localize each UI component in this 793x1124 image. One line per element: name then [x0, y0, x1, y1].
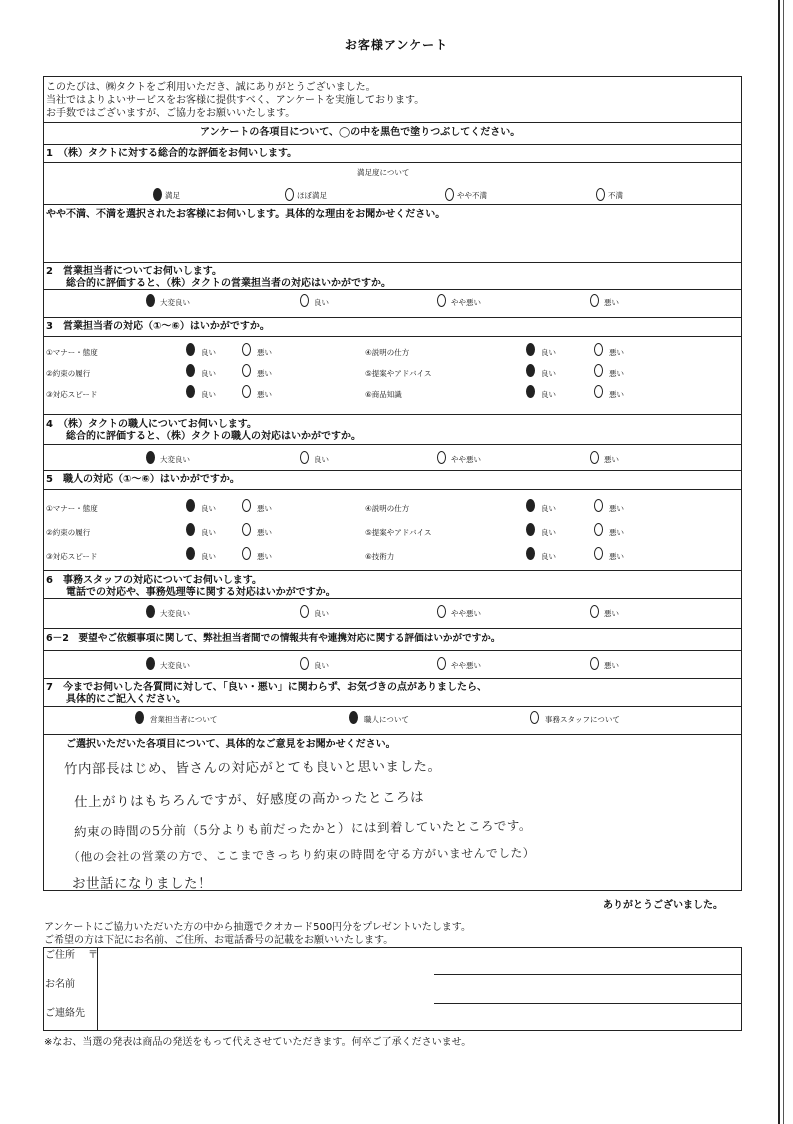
- q3-item-label: ②約束の履行: [46, 369, 91, 378]
- radio-q3-promise-bad[interactable]: [242, 364, 251, 377]
- option-label: 悪い: [609, 348, 624, 357]
- option-label: やや悪い: [451, 661, 481, 670]
- q7-heading-2: 具体的にご記入ください。: [66, 694, 186, 705]
- radio-q3-explanation-good[interactable]: [526, 343, 535, 356]
- q1-heading: 1 （株）タクトに対する総合的な評価をお伺いします。: [46, 148, 298, 159]
- radio-q4-good[interactable]: [300, 451, 309, 464]
- q5-item-label: ①マナー・態度: [46, 504, 98, 513]
- radio-q2-bad[interactable]: [590, 294, 599, 307]
- option-label: 大変良い: [160, 661, 190, 670]
- page-title: お客様アンケート: [344, 38, 449, 52]
- address-field[interactable]: [100, 948, 740, 974]
- radio-q6-somewhat-bad[interactable]: [437, 605, 446, 618]
- option-label: 悪い: [604, 298, 619, 307]
- option-label: 良い: [314, 609, 329, 618]
- option-label: 大変良い: [160, 298, 190, 307]
- option-label: 悪い: [257, 369, 272, 378]
- radio-q1-dissatisfied[interactable]: [596, 188, 605, 201]
- option-label: 不満: [608, 191, 623, 200]
- radio-q5-advice-good[interactable]: [526, 523, 535, 536]
- radio-q5-explanation-good[interactable]: [526, 499, 535, 512]
- radio-q6-good[interactable]: [300, 605, 309, 618]
- radio-q4-very-good[interactable]: [146, 451, 155, 464]
- option-label: 良い: [201, 528, 216, 537]
- footer-lead: ご希望の方は下記にお名前、ご住所、お電話番号の記載をお願いいたします。: [44, 935, 394, 946]
- q3-heading: 3 営業担当者の対応（①～⑥）はいかがですか。: [46, 321, 270, 332]
- radio-q4-somewhat-bad[interactable]: [437, 451, 446, 464]
- radio-q6-2-very-good[interactable]: [146, 657, 155, 670]
- radio-q4-bad[interactable]: [590, 451, 599, 464]
- q3-item-label: ①マナー・態度: [46, 348, 98, 357]
- radio-q5-speed-bad[interactable]: [242, 547, 251, 560]
- option-label: 悪い: [609, 528, 624, 537]
- radio-q3-promise-good[interactable]: [186, 364, 195, 377]
- option-label: 良い: [541, 528, 556, 537]
- option-label: 良い: [314, 298, 329, 307]
- q2-heading: 2 営業担当者についてお伺いします。: [46, 266, 222, 277]
- option-label: 営業担当者について: [150, 715, 218, 724]
- option-label: 良い: [201, 390, 216, 399]
- name-field[interactable]: [100, 976, 740, 1002]
- radio-q1-somewhat-dissatisfied[interactable]: [445, 188, 454, 201]
- intro-line: 当社ではよりよいサービスをお客様に提供すべく、アンケートを実施しております。: [46, 95, 425, 106]
- handwritten-line: 竹内部長はじめ、皆さんの対応がとても良いと思いました。: [63, 758, 442, 778]
- intro-line: このたびは、㈱タクトをご利用いただき、誠にありがとうございました。: [46, 82, 376, 93]
- radio-q2-somewhat-bad[interactable]: [437, 294, 446, 307]
- option-label: 良い: [201, 348, 216, 357]
- option-label: 悪い: [604, 661, 619, 670]
- option-label: やや悪い: [451, 298, 481, 307]
- option-label: 良い: [201, 552, 216, 561]
- q5-item-label: ②約束の履行: [46, 528, 91, 537]
- q6-heading: 6 事務スタッフの対応についてお伺いします。: [46, 575, 262, 586]
- option-label: 悪い: [257, 504, 272, 513]
- q7-heading: 7 今までお伺いした各質問に対して、「良い・悪い」に関わらず、お気づきの点がありましたら、: [46, 682, 487, 693]
- q4-heading: 4 （株）タクトの職人についてお伺いします。: [46, 419, 257, 430]
- option-label: 悪い: [257, 552, 272, 561]
- radio-q5-manner-bad[interactable]: [242, 499, 251, 512]
- handwritten-line: 約束の時間の5分前（5分よりも前だったかと）には到着していたところです。: [73, 817, 532, 840]
- option-label: 大変良い: [160, 609, 190, 618]
- radio-q3-knowledge-good[interactable]: [526, 385, 535, 398]
- handwritten-line: 仕上がりはもちろんですが、好感度の高かったところは: [73, 789, 425, 811]
- option-label: 悪い: [604, 455, 619, 464]
- radio-q3-advice-good[interactable]: [526, 364, 535, 377]
- q4-sub: 総合的に評価すると、（株）タクトの職人の対応はいかがですか。: [66, 431, 361, 442]
- option-label: 職人について: [364, 715, 409, 724]
- radio-q3-knowledge-bad[interactable]: [594, 385, 603, 398]
- q3-item-label: ③対応スピード: [46, 390, 98, 399]
- q5-heading: 5 職人の対応（①～⑥）はいかがですか。: [46, 474, 240, 485]
- radio-q3-speed-bad[interactable]: [242, 385, 251, 398]
- option-label: 良い: [314, 455, 329, 464]
- option-label: やや不満: [457, 191, 487, 200]
- option-label: 悪い: [609, 369, 624, 378]
- radio-q5-speed-good[interactable]: [186, 547, 195, 560]
- q5-item-label: ⑤提案やアドバイス: [365, 528, 432, 537]
- scan-edge: [778, 0, 780, 1124]
- option-label: やや悪い: [451, 609, 481, 618]
- option-label: 大変良い: [160, 455, 190, 464]
- q6-sub: 電話での対応や、事務処理等に関する対応はいかがですか。: [66, 587, 336, 598]
- option-label: 悪い: [604, 609, 619, 618]
- postal-mark: 〒: [88, 950, 98, 961]
- option-label: 事務スタッフについて: [545, 715, 620, 724]
- radio-q5-advice-bad[interactable]: [594, 523, 603, 536]
- radio-q1-mostly-satisfied[interactable]: [285, 188, 294, 201]
- option-label: 悪い: [257, 528, 272, 537]
- q5-item-label: ⑥技術力: [365, 552, 395, 561]
- radio-q5-promise-good[interactable]: [186, 523, 195, 536]
- option-label: 良い: [541, 390, 556, 399]
- checkbox-q7-office-staff[interactable]: [530, 711, 539, 724]
- contact-label: ご連絡先: [45, 1008, 85, 1019]
- radio-q5-promise-bad[interactable]: [242, 523, 251, 536]
- option-label: 悪い: [609, 390, 624, 399]
- radio-q1-satisfied[interactable]: [153, 188, 162, 201]
- comments-prompt: ご選択いただいた各項目について、具体的なご意見をお聞かせください。: [66, 739, 396, 750]
- radio-q5-explanation-bad[interactable]: [594, 499, 603, 512]
- option-label: 良い: [541, 504, 556, 513]
- q6-2-heading: 6－2 要望やご依頼事項に関して、弊社担当者間での情報共有や連携対応に関する評価はいかがですか。: [46, 633, 501, 644]
- radio-q3-speed-good[interactable]: [186, 385, 195, 398]
- radio-q6-bad[interactable]: [590, 605, 599, 618]
- radio-q3-manner-bad[interactable]: [242, 343, 251, 356]
- radio-q5-skill-bad[interactable]: [594, 547, 603, 560]
- radio-q6-2-bad[interactable]: [590, 657, 599, 670]
- radio-q6-very-good[interactable]: [146, 605, 155, 618]
- option-label: ほぼ満足: [297, 191, 327, 200]
- option-label: 悪い: [609, 504, 624, 513]
- checkbox-q7-sales[interactable]: [135, 711, 144, 724]
- radio-q5-manner-good[interactable]: [186, 499, 195, 512]
- comments-area[interactable]: [46, 752, 736, 895]
- contact-field[interactable]: [100, 1005, 740, 1029]
- option-label: 良い: [201, 369, 216, 378]
- option-label: 悪い: [257, 390, 272, 399]
- q3-item-label: ④説明の仕方: [365, 348, 410, 357]
- radio-q3-advice-bad[interactable]: [594, 364, 603, 377]
- intro-line: お手数ではございますが、ご協力をお願いいたします。: [46, 108, 296, 119]
- radio-q5-skill-good[interactable]: [526, 547, 535, 560]
- footer-note: ※なお、当選の発表は商品の発送をもって代えさせていただきます。何卒ご了承くださいませ。: [44, 1037, 472, 1048]
- handwritten-line: （他の会社の営業の方で、ここまできっちり約束の時間を守る方がいませんでした）: [67, 845, 536, 865]
- option-label: 良い: [541, 348, 556, 357]
- radio-q2-good[interactable]: [300, 294, 309, 307]
- option-label: 悪い: [257, 348, 272, 357]
- option-label: 良い: [541, 369, 556, 378]
- option-label: 満足: [165, 191, 180, 200]
- q3-item-label: ⑥商品知識: [365, 390, 402, 399]
- q3-item-label: ⑤提案やアドバイス: [365, 369, 432, 378]
- radio-q6-2-good[interactable]: [300, 657, 309, 670]
- radio-q2-very-good[interactable]: [146, 294, 155, 307]
- radio-q3-explanation-bad[interactable]: [594, 343, 603, 356]
- option-label: 良い: [314, 661, 329, 670]
- radio-q6-2-somewhat-bad[interactable]: [437, 657, 446, 670]
- scan-edge: [783, 0, 784, 1124]
- option-label: 悪い: [609, 552, 624, 561]
- name-label: お名前: [45, 979, 75, 990]
- footer-lead: アンケートにご協力いただいた方の中から抽選でクオカード500円分をプレゼントいたします。: [44, 922, 471, 933]
- option-label: やや悪い: [451, 455, 481, 464]
- q1-followup: やや不満、不満を選択されたお客様にお伺いします。具体的な理由をお聞かせください。: [46, 209, 446, 220]
- checkbox-q7-craftsman[interactable]: [349, 711, 358, 724]
- q2-sub: 総合的に評価すると、（株）タクトの営業担当者の対応はいかがですか。: [66, 278, 391, 289]
- instruction: アンケートの各項目について、◯の中を黒色で塗りつぶしてください。: [200, 127, 521, 138]
- option-label: 良い: [541, 552, 556, 561]
- q1-scale-caption: 満足度について: [357, 168, 410, 177]
- radio-q3-manner-good[interactable]: [186, 343, 195, 356]
- q5-item-label: ④説明の仕方: [365, 504, 410, 513]
- address-label: ご住所: [45, 950, 75, 961]
- option-label: 良い: [201, 504, 216, 513]
- handwritten-line: お世話になりました！: [72, 876, 212, 892]
- thanks: ありがとうございました。: [603, 900, 723, 911]
- q5-item-label: ③対応スピード: [46, 552, 98, 561]
